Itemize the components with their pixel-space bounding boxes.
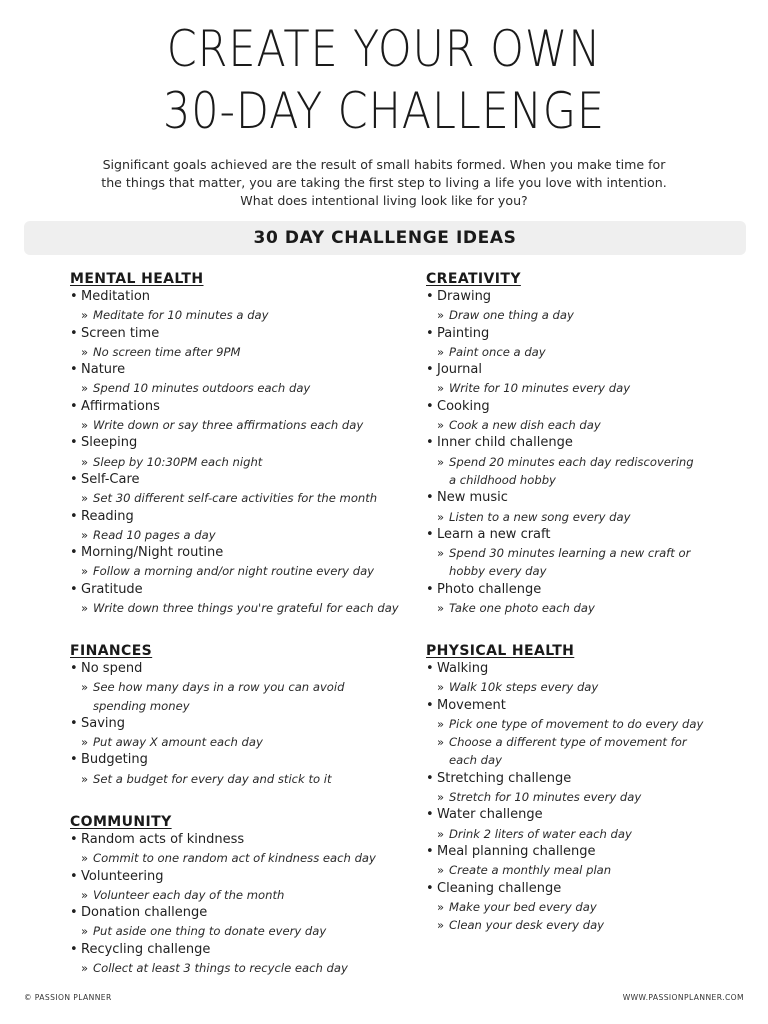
section-title: FINANCES <box>70 643 153 659</box>
double-chevron-icon: » <box>437 344 445 359</box>
list-item-label: Drawing <box>437 289 492 304</box>
list-sub-item <box>426 916 703 934</box>
bullet-icon: • <box>426 880 434 896</box>
list-sub-item-text: Follow a morning and/or night routine every day <box>93 564 375 579</box>
section-title: CREATIVITY <box>426 271 521 287</box>
list-item <box>70 288 399 306</box>
list-item <box>426 806 703 824</box>
list-item <box>70 544 399 562</box>
list-sub-item <box>426 825 703 843</box>
intro-line-2: the things that matter, you are taking the first step to living a life you love with intention. <box>101 175 667 190</box>
list-sub-item-text: No screen time after 9PM <box>93 344 241 359</box>
list-sub-item <box>70 306 399 324</box>
list-sub-item-text: Put aside one thing to donate every day <box>93 924 327 939</box>
list-sub-item-text: Sleep by 10:30PM each night <box>93 454 263 469</box>
list-item <box>70 868 376 886</box>
bullet-icon: • <box>70 941 78 957</box>
list-item <box>70 715 344 733</box>
double-chevron-icon: » <box>81 680 89 695</box>
double-chevron-icon: » <box>437 418 445 433</box>
title-line-2: 30-DAY CHALLENGE <box>163 82 605 140</box>
list-item <box>70 941 376 959</box>
list-sub-item-text: Commit to one random act of kindness each day <box>93 851 376 866</box>
list-sub-item <box>70 416 399 434</box>
list-sub-item-text: a childhood hobby <box>449 472 556 487</box>
list-sub-item <box>426 898 703 916</box>
double-chevron-icon: » <box>81 527 89 542</box>
list-sub-item-text: Write down or say three affirmations each day <box>93 418 364 433</box>
list-item <box>426 843 703 861</box>
section-title: PHYSICAL HEALTH <box>426 643 575 659</box>
list-item <box>70 751 344 769</box>
list-item <box>426 288 694 306</box>
list-sub-item <box>70 526 399 544</box>
list-item <box>70 434 399 452</box>
list-sub-item-text: Draw one thing a day <box>449 308 574 323</box>
bullet-icon: • <box>70 832 78 847</box>
list-item-label: Self-Care <box>81 471 140 487</box>
list-sub-item-text: Read 10 pages a day <box>93 527 216 542</box>
list-item <box>70 581 399 599</box>
list-sub-item <box>70 922 376 940</box>
double-chevron-icon: » <box>81 735 89 750</box>
double-chevron-icon: » <box>437 308 445 323</box>
list-sub-item <box>426 544 694 581</box>
double-chevron-icon: » <box>81 344 89 359</box>
double-chevron-icon: » <box>437 601 445 616</box>
bullet-icon: • <box>70 289 78 304</box>
list-item <box>426 325 694 343</box>
list-sub-item-text: Spend 10 minutes outdoors each day <box>93 381 311 396</box>
list-sub-item-text: Spend 20 minutes each day rediscovering <box>449 454 694 469</box>
double-chevron-icon: » <box>81 887 89 902</box>
list-sub-item-text: Listen to a new song every day <box>449 509 631 524</box>
intro-line-3: What does intentional living look like for you? <box>240 193 528 208</box>
list-sub-item-text: each day <box>449 753 502 768</box>
list-sub-item-text: Set a budget for every day and stick to it <box>93 771 332 786</box>
bullet-icon: • <box>70 508 78 524</box>
bullet-icon: • <box>426 526 434 542</box>
list-item-label: Walking <box>437 661 489 676</box>
list-sub-item <box>70 489 399 507</box>
list-item <box>70 508 399 526</box>
list-item-label: Meditation <box>81 289 151 304</box>
list-item <box>426 660 703 678</box>
list-item <box>426 697 703 715</box>
double-chevron-icon: » <box>81 961 89 976</box>
list-item-label: Movement <box>437 697 506 713</box>
list-sub-item-text: Meditate for 10 minutes a day <box>93 308 269 323</box>
bullet-icon: • <box>70 362 78 378</box>
section-mental-health <box>70 270 399 617</box>
list-sub-item <box>70 562 399 580</box>
double-chevron-icon: » <box>437 863 445 878</box>
double-chevron-icon: » <box>437 899 445 914</box>
list-item <box>426 526 694 544</box>
list-sub-item <box>70 343 399 361</box>
intro-line-1: Significant goals achieved are the result of small habits formed. When you make time for <box>102 157 666 172</box>
double-chevron-icon: » <box>81 851 89 866</box>
double-chevron-icon: » <box>81 308 89 323</box>
list-item-label: Painting <box>437 325 490 341</box>
list-sub-item <box>70 453 399 471</box>
list-item <box>70 325 399 343</box>
list-sub-item-text: See how many days in a row you can avoid <box>93 680 345 695</box>
list-item <box>70 361 399 379</box>
list-item-label: Recycling challenge <box>81 941 211 957</box>
list-item-label: New music <box>437 490 508 506</box>
footer-copyright: © PASSION PLANNER <box>24 993 112 1002</box>
double-chevron-icon: » <box>437 918 445 933</box>
section-title: COMMUNITY <box>70 814 172 830</box>
list-sub-item-text: Cook a new dish each day <box>449 418 601 433</box>
bullet-icon: • <box>70 325 78 341</box>
list-item <box>70 471 399 489</box>
list-sub-item-text: Spend 30 minutes learning a new craft or <box>449 546 691 561</box>
list-sub-item-text: Drink 2 liters of water each day <box>449 826 632 841</box>
list-sub-item <box>426 788 703 806</box>
list-item-label: Learn a new craft <box>437 526 551 542</box>
double-chevron-icon: » <box>437 381 445 396</box>
list-sub-item <box>426 416 694 434</box>
bullet-icon: • <box>70 435 78 451</box>
list-item-label: Random acts of kindness <box>81 832 245 847</box>
double-chevron-icon: » <box>81 418 89 433</box>
list-sub-item-text: Put away X amount each day <box>93 735 263 750</box>
bullet-icon: • <box>426 435 434 451</box>
list-sub-item-text: Volunteer each day of the month <box>93 887 285 902</box>
double-chevron-icon: » <box>81 924 89 939</box>
double-chevron-icon: » <box>81 601 89 616</box>
bullet-icon: • <box>426 697 434 713</box>
bullet-icon: • <box>70 581 78 597</box>
list-item <box>70 398 399 416</box>
double-chevron-icon: » <box>81 491 89 506</box>
list-item-label: Inner child challenge <box>437 435 573 451</box>
list-item-label: Nature <box>81 362 126 378</box>
list-sub-item-text: Pick one type of movement to do every day <box>449 716 704 731</box>
list-sub-item <box>70 678 344 715</box>
bullet-icon: • <box>70 545 78 561</box>
list-item-label: Cooking <box>437 398 490 414</box>
bullet-icon: • <box>70 752 78 768</box>
bullet-icon: • <box>426 770 434 786</box>
list-item-label: Journal <box>437 362 482 378</box>
list-item-label: Donation challenge <box>81 905 208 921</box>
list-sub-item-text: Choose a different type of movement for <box>449 735 687 750</box>
double-chevron-icon: » <box>437 790 445 805</box>
list-sub-item-text: Write down three things you're grateful for each day <box>93 601 399 616</box>
list-sub-item <box>426 715 703 733</box>
list-sub-item <box>70 959 376 977</box>
list-sub-item-text: Create a monthly meal plan <box>449 863 612 878</box>
list-item-label: Budgeting <box>81 752 148 768</box>
page-title <box>54 18 714 142</box>
list-sub-item-text: Clean your desk every day <box>449 918 605 933</box>
list-item <box>426 398 694 416</box>
list-sub-item <box>70 733 344 751</box>
bullet-icon: • <box>426 581 434 597</box>
list-item <box>426 489 694 507</box>
bullet-icon: • <box>70 715 78 731</box>
list-sub-item <box>426 508 694 526</box>
list-item-label: Cleaning challenge <box>437 880 562 896</box>
bullet-icon: • <box>426 807 434 823</box>
list-item <box>70 660 344 678</box>
list-item-label: Morning/Night routine <box>81 545 224 561</box>
list-sub-item-text: Set 30 different self-care activities for the month <box>93 491 378 506</box>
bullet-icon: • <box>426 325 434 341</box>
list-sub-item <box>426 379 694 397</box>
list-sub-item-text: Paint once a day <box>449 344 546 359</box>
list-sub-item <box>426 306 694 324</box>
list-sub-item <box>70 599 399 617</box>
bullet-icon: • <box>426 398 434 414</box>
double-chevron-icon: » <box>437 546 445 561</box>
bullet-icon: • <box>70 471 78 487</box>
section-physical-health <box>426 642 703 934</box>
double-chevron-icon: » <box>437 716 445 731</box>
double-chevron-icon: » <box>437 735 445 750</box>
bullet-icon: • <box>70 398 78 414</box>
double-chevron-icon: » <box>81 381 89 396</box>
bullet-icon: • <box>426 843 434 859</box>
list-item-label: Gratitude <box>81 581 143 597</box>
list-sub-item-text: Take one photo each day <box>449 601 595 616</box>
list-item-label: Reading <box>81 508 134 524</box>
list-sub-item <box>426 343 694 361</box>
list-item-label: Stretching challenge <box>437 770 572 786</box>
list-sub-item-text: Collect at least 3 things to recycle each day <box>93 961 348 976</box>
list-item <box>70 831 376 849</box>
list-sub-item <box>426 453 694 490</box>
list-sub-item <box>426 599 694 617</box>
section-creativity <box>426 270 694 617</box>
title-line-1: CREATE YOUR OWN <box>166 20 602 78</box>
double-chevron-icon: » <box>81 771 89 786</box>
bullet-icon: • <box>70 661 78 676</box>
list-item-label: Volunteering <box>81 868 164 884</box>
list-sub-item <box>426 733 703 770</box>
bullet-icon: • <box>70 868 78 884</box>
list-sub-item-text: Write for 10 minutes every day <box>449 381 631 396</box>
section-community <box>70 813 376 977</box>
list-sub-item <box>426 678 703 696</box>
footer-website: WWW.PASSIONPLANNER.COM <box>622 993 744 1002</box>
double-chevron-icon: » <box>81 454 89 469</box>
list-item <box>426 880 703 898</box>
bullet-icon: • <box>426 289 434 304</box>
section-finances <box>70 642 344 788</box>
list-item-label: Saving <box>81 715 126 731</box>
list-item-label: Affirmations <box>81 398 160 414</box>
list-item-label: Meal planning challenge <box>437 843 596 859</box>
list-sub-item-text: Stretch for 10 minutes every day <box>449 790 642 805</box>
list-sub-item <box>70 886 376 904</box>
list-sub-item <box>70 379 399 397</box>
list-item <box>70 904 376 922</box>
list-sub-item <box>426 861 703 879</box>
list-sub-item <box>70 770 344 788</box>
intro-paragraph <box>60 156 708 210</box>
double-chevron-icon: » <box>81 564 89 579</box>
double-chevron-icon: » <box>437 454 445 469</box>
list-sub-item-text: spending money <box>93 698 190 713</box>
double-chevron-icon: » <box>437 826 445 841</box>
ideas-banner: 30 DAY CHALLENGE IDEAS <box>24 221 746 255</box>
list-item-label: Photo challenge <box>437 581 542 597</box>
bullet-icon: • <box>426 661 434 676</box>
list-item-label: No spend <box>81 661 143 676</box>
section-title: MENTAL HEALTH <box>70 271 204 287</box>
list-sub-item-text: Make your bed every day <box>449 899 597 914</box>
list-item <box>426 361 694 379</box>
bullet-icon: • <box>426 362 434 378</box>
list-sub-item-text: hobby every day <box>449 564 547 579</box>
list-item-label: Water challenge <box>437 807 543 823</box>
list-item <box>426 581 694 599</box>
list-item <box>426 770 703 788</box>
bullet-icon: • <box>70 905 78 921</box>
list-sub-item <box>70 849 376 867</box>
list-item-label: Screen time <box>81 325 160 341</box>
double-chevron-icon: » <box>437 509 445 524</box>
double-chevron-icon: » <box>437 680 445 695</box>
list-item-label: Sleeping <box>81 435 138 451</box>
list-item <box>426 434 694 452</box>
bullet-icon: • <box>426 490 434 506</box>
list-sub-item-text: Walk 10k steps every day <box>449 680 599 695</box>
